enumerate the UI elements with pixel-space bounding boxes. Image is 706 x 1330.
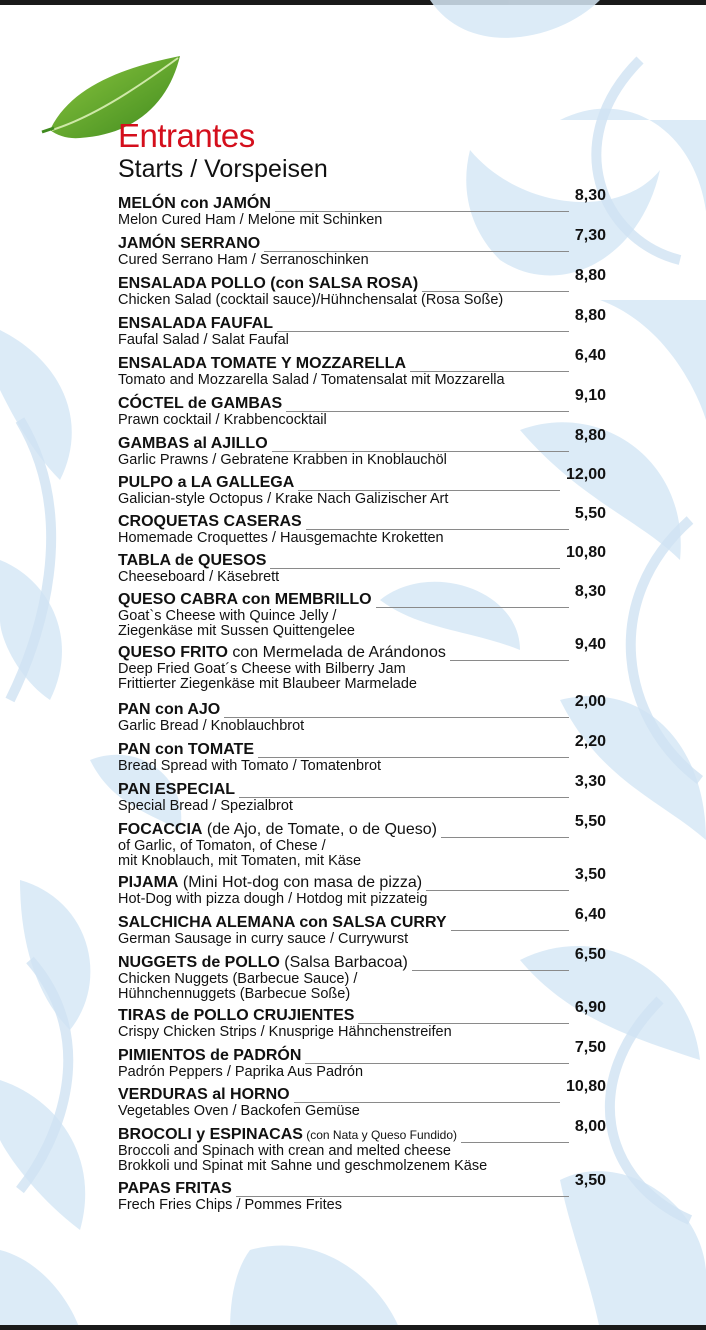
menu-item-name — [118, 644, 446, 662]
menu-item-description — [118, 1104, 606, 1119]
menu-item-name-text: PAN con TOMATE — [118, 741, 254, 758]
price-leader-line — [264, 251, 569, 252]
menu-item-header — [118, 906, 606, 932]
price-leader-line — [294, 1102, 560, 1103]
menu-item — [118, 267, 606, 308]
description-line: Faufal Salad / Salat Faufal — [118, 332, 289, 348]
menu-item-name-text: ENSALADA FAUFAL — [118, 315, 273, 332]
description-line: Melon Cured Ham / Melone mit Schinken — [118, 212, 383, 228]
menu-item — [118, 636, 606, 692]
menu-item-name — [118, 914, 447, 932]
price-leader-line — [450, 660, 569, 661]
menu-item-header — [118, 866, 606, 892]
menu-item-name-text: PAN ESPECIAL — [118, 781, 236, 798]
menu-item-name-text: QUESO CABRA con MEMBRILLO — [118, 591, 372, 608]
menu-item-price: 8,80 — [574, 427, 606, 444]
menu-item-header — [118, 813, 606, 839]
menu-item-name — [118, 552, 266, 570]
menu-item-header — [118, 1118, 606, 1144]
menu-item-name-text: TIRAS de POLLO CRUJIENTES — [118, 1007, 355, 1024]
menu-item-price: 6,40 — [574, 906, 606, 923]
price-leader-line — [272, 451, 569, 452]
menu-item — [118, 733, 606, 774]
menu-item-price: 7,30 — [574, 227, 606, 244]
price-leader-line — [239, 797, 569, 798]
menu-item-header — [118, 1078, 606, 1104]
description-line: Chicken Nuggets (Barbecue Sauce) / — [118, 971, 358, 987]
menu-item-description — [118, 719, 606, 734]
menu-item-description — [118, 492, 606, 507]
menu-item-price: 7,50 — [574, 1039, 606, 1056]
description-line: Hühnchennuggets (Barbecue Soße) — [118, 986, 351, 1002]
menu-item-name-text: GAMBAS al AJILLO — [118, 435, 268, 452]
menu-item-description — [118, 293, 606, 308]
price-leader-line — [422, 291, 569, 292]
price-leader-line — [270, 568, 560, 569]
menu-item-price: 5,50 — [574, 505, 606, 522]
menu-item-price: 12,00 — [565, 466, 606, 483]
menu-item-name — [118, 1180, 232, 1198]
menu-item-name — [118, 395, 282, 413]
description-line: Cured Serrano Ham / Serranoschinken — [118, 252, 369, 268]
menu-item — [118, 307, 606, 348]
menu-item-name — [118, 591, 372, 609]
description-line: Garlic Bread / Knoblauchbrot — [118, 718, 305, 734]
price-leader-line — [451, 930, 569, 931]
menu-item-name-text: PAN con AJO — [118, 701, 221, 718]
menu-item-name — [118, 1086, 290, 1104]
menu-item-header — [118, 1039, 606, 1065]
menu-item-description — [118, 932, 606, 947]
price-leader-line — [298, 490, 560, 491]
description-line: Homemade Croquettes / Hausgemachte Kroketten — [118, 530, 444, 546]
menu-item-name — [118, 474, 294, 492]
menu-item — [118, 387, 606, 428]
menu-item-price: 8,00 — [574, 1118, 606, 1135]
menu-item-description — [118, 253, 606, 268]
description-line: Special Bread / Spezialbrot — [118, 798, 293, 814]
description-line: Frech Fries Chips / Pommes Frites — [118, 1197, 342, 1213]
description-line: Brokkoli und Spinat mit Sahne und geschmolzenem Käse — [118, 1158, 488, 1174]
description-line: of Garlic, of Tomaton, of Chese / — [118, 838, 326, 854]
menu-item-description — [118, 570, 606, 585]
description-line: Goat`s Cheese with Quince Jelly / — [118, 608, 337, 624]
menu-item — [118, 1039, 606, 1080]
menu-item-header — [118, 466, 606, 492]
menu-item-description — [118, 1025, 606, 1040]
menu-item-name — [118, 1047, 301, 1065]
description-line: Cheeseboard / Käsebrett — [118, 569, 280, 585]
menu-item-name — [118, 235, 260, 253]
menu-item-description — [118, 609, 606, 639]
menu-item-name — [118, 275, 418, 293]
menu-item-name-extra: (Mini Hot-dog con masa de pizza) — [178, 874, 423, 891]
menu-item-name — [118, 1126, 457, 1144]
description-line: Bread Spread with Tomato / Tomatenbrot — [118, 758, 382, 774]
menu-item-price: 5,50 — [574, 813, 606, 830]
price-leader-line — [286, 411, 569, 412]
price-leader-line — [224, 717, 569, 718]
description-line: Tomato and Mozzarella Salad / Tomatensalat mit Mozzarella — [118, 372, 505, 388]
menu-item-price: 10,80 — [565, 1078, 606, 1095]
menu-item-name-text: MELÓN con JAMÓN — [118, 195, 271, 212]
menu-item-name-text: PAPAS FRITAS — [118, 1180, 232, 1197]
description-line: Hot-Dog with pizza dough / Hotdog mit pizzateig — [118, 891, 428, 907]
menu-item-header — [118, 1172, 606, 1198]
menu-item-description — [118, 972, 606, 1002]
menu-item — [118, 946, 606, 1002]
menu-item-name — [118, 355, 406, 373]
menu-item-name — [118, 513, 302, 531]
menu-item-name-extra: (con Nata y Queso Fundido) — [302, 1128, 457, 1142]
menu-item-name-text: CROQUETAS CASERAS — [118, 513, 302, 530]
description-line: Broccoli and Spinach with crean and melted cheese — [118, 1143, 451, 1159]
menu-item-description — [118, 413, 606, 428]
menu-item — [118, 773, 606, 814]
menu-item-name-text: JAMÓN SERRANO — [118, 235, 261, 252]
menu-item — [118, 466, 606, 507]
menu-item-name — [118, 821, 437, 839]
menu-item-header — [118, 544, 606, 570]
menu-item-description — [118, 373, 606, 388]
menu-item-description — [118, 531, 606, 546]
menu-item — [118, 813, 606, 869]
menu-item — [118, 544, 606, 585]
menu-item-price: 8,80 — [574, 267, 606, 284]
menu-item-name — [118, 435, 268, 453]
menu-item-header — [118, 347, 606, 373]
description-line: Crispy Chicken Strips / Knusprige Hähnchenstreifen — [118, 1024, 452, 1040]
menu-item-price: 6,40 — [574, 347, 606, 364]
menu-item-header — [118, 999, 606, 1025]
menu-item-price: 8,30 — [574, 187, 606, 204]
menu-item-name — [118, 701, 220, 719]
menu-item — [118, 866, 606, 907]
menu-item-name — [118, 874, 422, 892]
menu-item-header — [118, 733, 606, 759]
description-line: mit Knoblauch, mit Tomaten, mit Käse — [118, 853, 362, 869]
price-leader-line — [426, 890, 569, 891]
menu-item — [118, 187, 606, 228]
menu-item-price: 2,20 — [574, 733, 606, 750]
description-line: Prawn cocktail / Krabbencocktail — [118, 412, 327, 428]
price-leader-line — [376, 607, 569, 608]
price-leader-line — [236, 1196, 569, 1197]
menu-item-description — [118, 839, 606, 869]
menu-item — [118, 427, 606, 468]
price-leader-line — [441, 837, 569, 838]
menu-item-header — [118, 773, 606, 799]
menu-item — [118, 906, 606, 947]
menu-item-name-text: QUESO FRITO — [118, 644, 228, 661]
menu-item-description — [118, 892, 606, 907]
menu-item-name-extra: con Mermelada de Arándonos — [227, 644, 446, 661]
menu-item — [118, 1078, 606, 1119]
menu-item-header — [118, 946, 606, 972]
bottom-border — [0, 1325, 706, 1330]
menu-item-description — [118, 1198, 606, 1213]
menu-item-name — [118, 954, 408, 972]
section-heading — [118, 118, 328, 184]
menu-item-price: 9,40 — [574, 636, 606, 653]
menu-item-name-text: ENSALADA TOMATE Y MOZZARELLA — [118, 355, 406, 372]
menu-item-description — [118, 662, 606, 692]
menu-item-price: 9,10 — [574, 387, 606, 404]
menu-item — [118, 505, 606, 546]
price-leader-line — [258, 757, 569, 758]
section-title: Entrantes — [118, 117, 255, 154]
description-line: Ziegenkäse mit Sussen Quittengelee — [118, 623, 355, 639]
menu-item — [118, 347, 606, 388]
description-line: Deep Fried Goat´s Cheese with Bilberry Jam — [118, 661, 406, 677]
menu-item-description — [118, 759, 606, 774]
description-line: Galician-style Octopus / Krake Nach Galizischer Art — [118, 491, 449, 507]
menu-item-price: 6,50 — [574, 946, 606, 963]
price-leader-line — [275, 211, 569, 212]
price-leader-line — [277, 331, 569, 332]
menu-item-header — [118, 267, 606, 293]
menu-item-price: 2,00 — [574, 693, 606, 710]
menu-item-price: 8,30 — [574, 583, 606, 600]
menu-item — [118, 693, 606, 734]
price-leader-line — [410, 371, 569, 372]
description-line: Vegetables Oven / Backofen Gemüse — [118, 1103, 360, 1119]
menu-item-header — [118, 583, 606, 609]
menu-item-description — [118, 799, 606, 814]
menu-item-price: 10,80 — [565, 544, 606, 561]
menu-item-name — [118, 315, 273, 333]
price-leader-line — [358, 1023, 568, 1024]
menu-item-name-text: FOCACCIA — [118, 821, 203, 838]
description-line: Frittierter Ziegenkäse mit Blaubeer Marmelade — [118, 676, 417, 692]
description-line: German Sausage in curry sauce / Currywurst — [118, 931, 409, 947]
description-line: Garlic Prawns / Gebratene Krabben in Knoblauchöl — [118, 452, 447, 468]
menu-item-header — [118, 505, 606, 531]
price-leader-line — [461, 1142, 569, 1143]
menu-item — [118, 1118, 606, 1174]
menu-item — [118, 999, 606, 1040]
description-line: Padrón Peppers / Paprika Aus Padrón — [118, 1064, 364, 1080]
price-leader-line — [305, 1063, 568, 1064]
price-leader-line — [412, 970, 569, 971]
menu-item-name-text: TABLA de QUESOS — [118, 552, 267, 569]
menu-item-description — [118, 1065, 606, 1080]
menu-item-name-text: PULPO a LA GALLEGA — [118, 474, 295, 491]
description-line: Chicken Salad (cocktail sauce)/Hühnchensalat (Rosa Soße) — [118, 292, 504, 308]
menu-item-header — [118, 636, 606, 662]
menu-item-header — [118, 427, 606, 453]
menu-item-header — [118, 693, 606, 719]
menu-item-price: 3,50 — [574, 866, 606, 883]
menu-item-price: 6,90 — [574, 999, 606, 1016]
menu-item-name-extra: (Salsa Barbacoa) — [279, 954, 408, 971]
menu-item-name — [118, 781, 235, 799]
menu-item-name-text: SALCHICHA ALEMANA con SALSA CURRY — [118, 914, 447, 931]
menu-item — [118, 583, 606, 639]
menu-item-description — [118, 453, 606, 468]
menu-item-name-extra: (de Ajo, de Tomate, o de Queso) — [202, 821, 437, 838]
menu-item-name — [118, 1007, 354, 1025]
menu-item-name — [118, 195, 271, 213]
price-leader-line — [306, 529, 569, 530]
menu-item — [118, 1172, 606, 1213]
menu-item-name-text: ENSALADA POLLO (con SALSA ROSA) — [118, 275, 419, 292]
menu-item-description — [118, 333, 606, 348]
menu-item-name-text: PIJAMA — [118, 874, 179, 891]
menu-item-name-text: CÓCTEL de GAMBAS — [118, 395, 283, 412]
menu-item-price: 8,80 — [574, 307, 606, 324]
menu-item-name-text: BROCOLI y ESPINACAS — [118, 1126, 303, 1143]
menu-item-description — [118, 213, 606, 228]
menu-item-header — [118, 187, 606, 213]
menu-item-description — [118, 1144, 606, 1174]
menu-item — [118, 227, 606, 268]
menu-item-header — [118, 387, 606, 413]
section-subtitle: Starts / Vorspeisen — [118, 155, 328, 183]
menu-item-name-text: VERDURAS al HORNO — [118, 1086, 290, 1103]
menu-item-price: 3,50 — [574, 1172, 606, 1189]
menu-item-name — [118, 741, 254, 759]
menu-item-header — [118, 307, 606, 333]
menu-item-header — [118, 227, 606, 253]
menu-item-name-text: NUGGETS de POLLO — [118, 954, 280, 971]
menu-item-price: 3,30 — [574, 773, 606, 790]
menu-item-name-text: PIMIENTOS de PADRÓN — [118, 1047, 302, 1064]
